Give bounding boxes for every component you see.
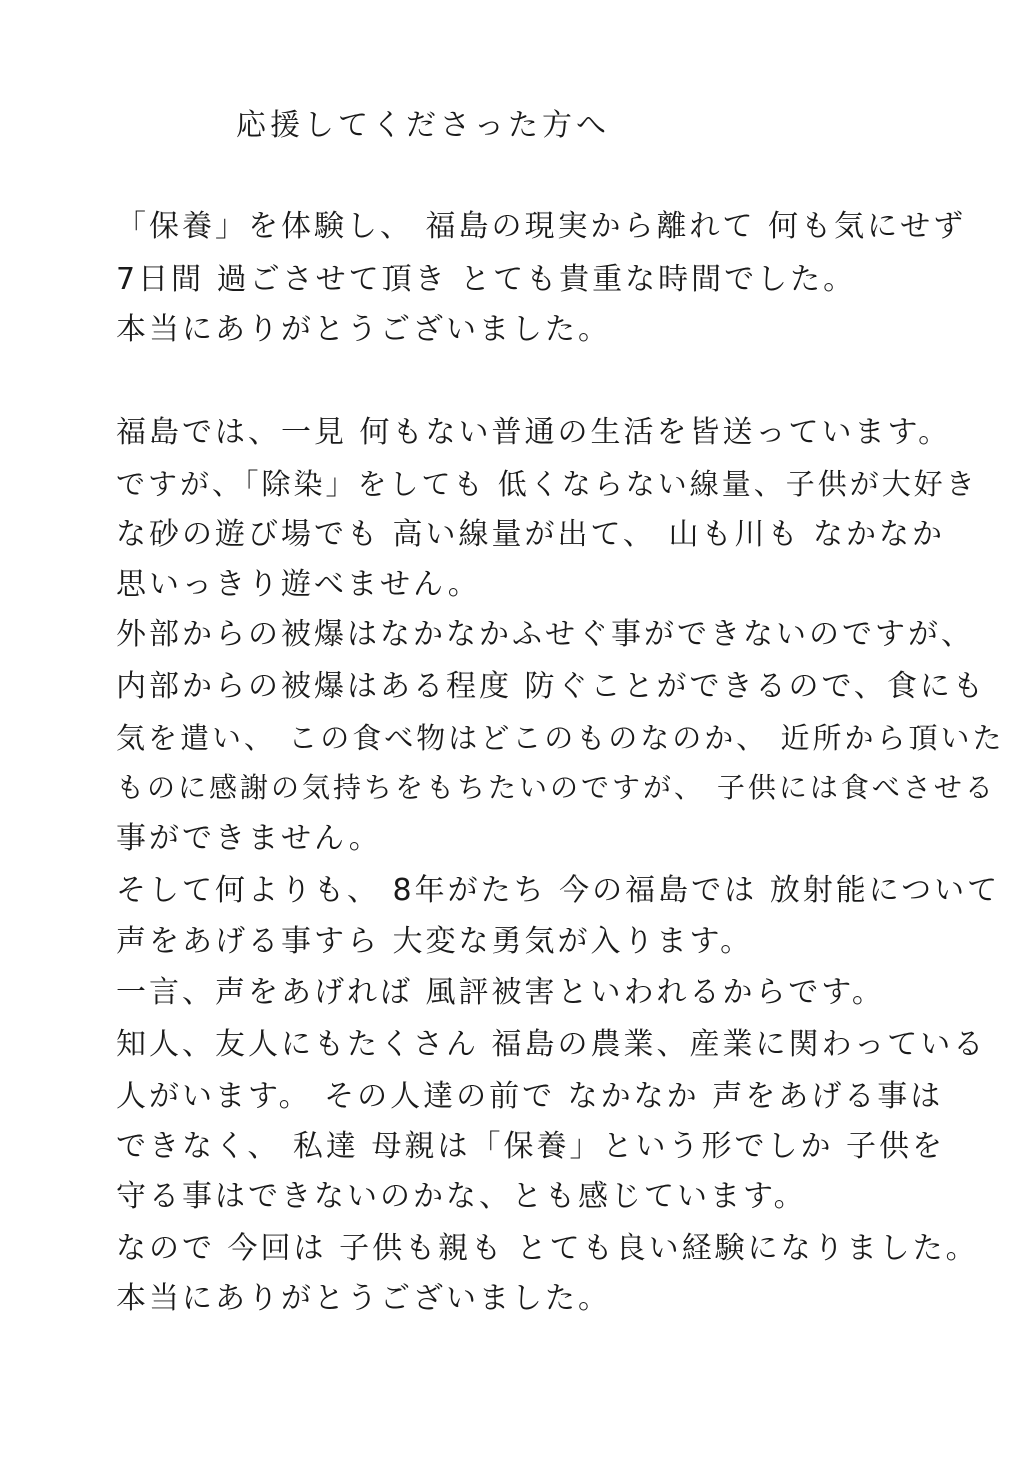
letter-line: ものに感謝の気持ちをもちたいのですが、 子供には食べさせる bbox=[116, 771, 996, 804]
letter-title: 応援してくださった方へ bbox=[236, 108, 610, 143]
letter-line: ですが、「除染」をしても 低くならない線量、子供が大好き bbox=[116, 467, 978, 501]
letter-line: そして何よりも、 8年がたち 今の福島では 放射能について bbox=[116, 873, 1001, 908]
letter-line: 7日間 過ごさせて頂き とても貴重な時間でした。 bbox=[116, 262, 857, 297]
letter-line: 福島では、一見 何もない普通の生活を皆送っています。 bbox=[116, 415, 952, 450]
letter-line: なので 今回は 子供も親も とても良い経験になりました。 bbox=[116, 1231, 979, 1266]
letter-line: 気を遣い、 この食べ物はどこのものなのか、 近所から頂いた bbox=[116, 721, 1005, 755]
letter-line: 一言、声をあげれば 風評被害といわれるからです。 bbox=[116, 975, 885, 1010]
letter-line: な砂の遊び場でも 高い線量が出て、 山も川も なかなか bbox=[116, 517, 946, 552]
letter-line: 内部からの被爆はある程度 防ぐことができるので、食にも bbox=[116, 669, 986, 704]
letter-line: できなく、 私達 母親は「保養」という形でしか 子供を bbox=[116, 1129, 946, 1164]
letter-line: 知人、友人にもたくさん 福島の農業、産業に関わっている bbox=[116, 1027, 987, 1062]
letter-line: 本当にありがとうございました。 bbox=[116, 312, 611, 347]
letter-line: 事ができません。 bbox=[116, 821, 382, 856]
letter-line: 「保養」を体験し、 福島の現実から離れて 何も気にせず bbox=[116, 209, 967, 244]
letter-line: 外部からの被爆はなかなかふせぐ事ができないのですが、 bbox=[116, 617, 974, 652]
letter-line: 人がいます。 その人達の前で なかなか 声をあげる事は bbox=[116, 1079, 944, 1114]
letter-line: 本当にありがとうございました。 bbox=[116, 1281, 611, 1316]
letter-line: 守る事はできないのかな、とも感じています。 bbox=[116, 1179, 807, 1214]
letter-line: 思いっきり遊べません。 bbox=[116, 567, 481, 602]
letter-line: 声をあげる事すら 大変な勇気が入ります。 bbox=[116, 924, 754, 959]
